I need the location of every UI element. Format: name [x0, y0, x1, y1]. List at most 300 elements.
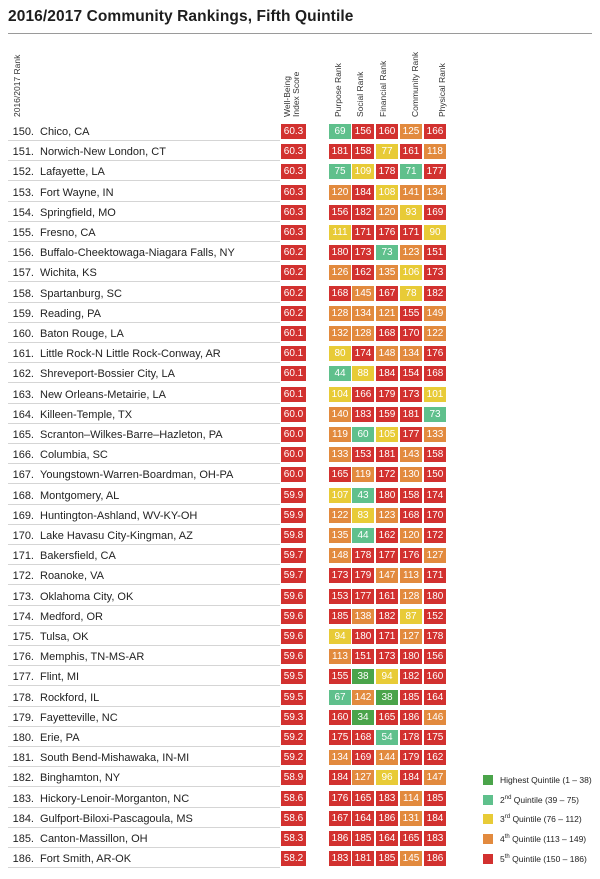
community-rank-cell: 168: [400, 508, 422, 523]
wellbeing-score-cell: 58.6: [281, 811, 306, 826]
community-rank-cell: 120: [400, 528, 422, 543]
social-rank-cell: 185: [352, 831, 374, 846]
wellbeing-score-cell: 59.9: [281, 488, 306, 503]
community-rank-cell: 106: [400, 265, 422, 280]
rank-label: 171.: [12, 550, 34, 563]
purpose-rank-cell: 104: [329, 387, 351, 402]
row-divider: [8, 403, 280, 404]
community-rank-cell: 185: [400, 690, 422, 705]
financial-rank-cell: 121: [376, 306, 398, 321]
legend-text: Quintile (113 – 149): [509, 834, 587, 845]
rank-label: 156.: [12, 247, 34, 260]
social-rank-cell: 166: [352, 387, 374, 402]
city-label: Shreveport-Bossier City, LA: [40, 368, 175, 381]
purpose-rank-cell: 67: [329, 690, 351, 705]
physical-rank-cell: 147: [424, 770, 446, 785]
financial-rank-cell: 171: [376, 629, 398, 644]
physical-rank-cell: 152: [424, 609, 446, 624]
purpose-rank-cell: 183: [329, 851, 351, 866]
purpose-rank-cell: 119: [329, 427, 351, 442]
purpose-rank-cell: 135: [329, 528, 351, 543]
financial-rank-cell: 144: [376, 750, 398, 765]
physical-rank-cell: 158: [424, 447, 446, 462]
financial-rank-cell: 54: [376, 730, 398, 745]
social-rank-cell: 174: [352, 346, 374, 361]
row-divider: [8, 302, 280, 303]
community-rank-cell: 179: [400, 750, 422, 765]
city-label: Bakersfield, CA: [40, 550, 116, 563]
social-rank-cell: 151: [352, 649, 374, 664]
header-purpose-rank: Purpose Rank: [333, 63, 343, 117]
financial-rank-cell: 168: [376, 326, 398, 341]
legend-label-q3: [500, 814, 582, 824]
wellbeing-score-cell: 59.7: [281, 568, 306, 583]
wellbeing-score-cell: 58.9: [281, 770, 306, 785]
legend-text: Quintile (76 – 112): [510, 814, 582, 825]
row-divider: [8, 322, 280, 323]
purpose-rank-cell: 186: [329, 831, 351, 846]
social-rank-cell: 128: [352, 326, 374, 341]
physical-rank-cell: 183: [424, 831, 446, 846]
financial-rank-cell: 184: [376, 366, 398, 381]
city-label: Tulsa, OK: [40, 631, 89, 643]
community-rank-cell: 131: [400, 811, 422, 826]
purpose-rank-cell: 140: [329, 407, 351, 422]
city-label: Wichita, KS: [40, 267, 97, 280]
purpose-rank-cell: 44: [329, 366, 351, 381]
physical-rank-cell: 122: [424, 326, 446, 341]
row-divider: [8, 584, 280, 585]
rank-label: 154.: [12, 206, 34, 219]
social-rank-cell: 142: [352, 690, 374, 705]
purpose-rank-cell: 111: [329, 225, 351, 240]
wellbeing-score-cell: 59.5: [281, 669, 306, 684]
purpose-rank-cell: 128: [329, 306, 351, 321]
city-label: Hickory-Lenoir-Morganton, NC: [40, 792, 190, 805]
physical-rank-cell: 169: [424, 205, 446, 220]
legend-ordinal-suffix: th: [504, 853, 510, 860]
city-label: Scranton–Wilkes-Barre–Hazleton, PA: [40, 429, 223, 441]
community-rank-cell: 127: [400, 629, 422, 644]
physical-rank-cell: 101: [424, 387, 446, 402]
rank-label: 181.: [12, 752, 34, 765]
purpose-rank-cell: 153: [329, 589, 351, 604]
legend-ordinal-suffix: rd: [504, 814, 511, 821]
financial-rank-cell: 179: [376, 387, 398, 402]
financial-rank-cell: 161: [376, 589, 398, 604]
rank-label: 184.: [12, 812, 34, 825]
financial-rank-cell: 94: [376, 669, 398, 684]
financial-rank-cell: 183: [376, 791, 398, 806]
rank-label: 183.: [12, 792, 34, 805]
physical-rank-cell: 162: [424, 750, 446, 765]
city-label: Binghamton, NY: [40, 772, 121, 785]
row-divider: [8, 463, 280, 464]
row-divider: [8, 746, 280, 747]
financial-rank-cell: 185: [376, 851, 398, 866]
city-label: Springfield, MO: [40, 206, 116, 219]
social-rank-cell: 177: [352, 589, 374, 604]
community-rank-cell: 165: [400, 831, 422, 846]
wellbeing-score-cell: 58.6: [281, 791, 306, 806]
social-rank-cell: 180: [352, 629, 374, 644]
purpose-rank-cell: 176: [329, 791, 351, 806]
wellbeing-score-cell: 60.1: [281, 387, 306, 402]
row-divider: [8, 221, 280, 222]
row-divider: [8, 766, 280, 767]
row-divider: [8, 362, 280, 363]
legend-ordinal-suffix: th: [504, 834, 510, 841]
rank-label: 151.: [12, 146, 34, 159]
financial-rank-cell: 147: [376, 568, 398, 583]
row-divider: [8, 241, 280, 242]
purpose-rank-cell: 75: [329, 164, 351, 179]
purpose-rank-cell: 126: [329, 265, 351, 280]
header-social-rank: Social Rank: [355, 71, 365, 117]
social-rank-cell: 168: [352, 730, 374, 745]
city-label: Norwich-New London, CT: [40, 146, 166, 159]
city-label: Huntington-Ashland, WV-KY-OH: [40, 509, 198, 522]
legend-ordinal: 2: [500, 794, 505, 805]
wellbeing-score-cell: 60.2: [281, 286, 306, 301]
social-rank-cell: 173: [352, 245, 374, 260]
purpose-rank-cell: 185: [329, 609, 351, 624]
city-label: South Bend-Mishawaka, IN-MI: [40, 752, 190, 765]
rank-label: 160.: [12, 328, 34, 340]
community-rank-cell: 184: [400, 770, 422, 785]
physical-rank-cell: 176: [424, 346, 446, 361]
header-physical-rank: Physical Rank: [437, 63, 447, 117]
physical-rank-cell: 134: [424, 185, 446, 200]
financial-rank-cell: 73: [376, 245, 398, 260]
wellbeing-score-cell: 59.3: [281, 710, 306, 725]
physical-rank-cell: 149: [424, 306, 446, 321]
physical-rank-cell: 174: [424, 488, 446, 503]
community-rank-cell: 182: [400, 669, 422, 684]
city-label: Fayetteville, NC: [40, 711, 118, 724]
wellbeing-score-cell: 60.1: [281, 346, 306, 361]
rank-label: 163.: [12, 388, 34, 401]
wellbeing-score-cell: 60.3: [281, 124, 306, 139]
physical-rank-cell: 175: [424, 730, 446, 745]
rank-label: 155.: [12, 227, 34, 239]
city-label: Lafayette, LA: [40, 166, 105, 179]
city-label: Rockford, IL: [40, 691, 100, 704]
social-rank-cell: 127: [352, 770, 374, 785]
legend-ordinal-suffix: nd: [504, 794, 512, 801]
rank-label: 169.: [12, 509, 34, 522]
legend-text: Highest Quintile (1 – 38): [500, 775, 592, 785]
financial-rank-cell: 123: [376, 508, 398, 523]
row-divider: [8, 342, 280, 343]
social-rank-cell: 119: [352, 467, 374, 482]
purpose-rank-cell: 132: [329, 326, 351, 341]
city-label: Baton Rouge, LA: [40, 328, 124, 340]
wellbeing-score-cell: 59.6: [281, 629, 306, 644]
wellbeing-score-cell: 59.2: [281, 730, 306, 745]
social-rank-cell: 88: [352, 366, 374, 381]
social-rank-cell: 145: [352, 286, 374, 301]
rank-label: 174.: [12, 610, 34, 623]
financial-rank-cell: 96: [376, 770, 398, 785]
legend-label-q5: [500, 854, 587, 864]
financial-rank-cell: 162: [376, 528, 398, 543]
wellbeing-score-cell: 60.2: [281, 265, 306, 280]
community-rank-cell: 78: [400, 286, 422, 301]
purpose-rank-cell: 107: [329, 488, 351, 503]
community-rank-cell: 158: [400, 488, 422, 503]
financial-rank-cell: 180: [376, 488, 398, 503]
wellbeing-score-cell: 60.1: [281, 326, 306, 341]
wellbeing-score-cell: 58.3: [281, 831, 306, 846]
city-label: Killeen-Temple, TX: [40, 408, 133, 421]
financial-rank-cell: 181: [376, 447, 398, 462]
physical-rank-cell: 127: [424, 548, 446, 563]
community-rank-cell: 181: [400, 407, 422, 422]
purpose-rank-cell: 134: [329, 750, 351, 765]
legend-ordinal: 5: [500, 853, 505, 864]
row-divider: [8, 685, 280, 686]
community-rank-cell: 125: [400, 124, 422, 139]
physical-rank-cell: 184: [424, 811, 446, 826]
social-rank-cell: 158: [352, 144, 374, 159]
purpose-rank-cell: 148: [329, 548, 351, 563]
header-rank: 2016/2017 Rank: [12, 54, 22, 117]
physical-rank-cell: 173: [424, 265, 446, 280]
community-rank-cell: 161: [400, 144, 422, 159]
rank-label: 185.: [12, 833, 34, 845]
social-rank-cell: 153: [352, 447, 374, 462]
row-divider: [8, 847, 280, 848]
community-rank-cell: 186: [400, 710, 422, 725]
row-divider: [8, 140, 280, 141]
wellbeing-score-cell: 60.3: [281, 225, 306, 240]
rank-label: 158.: [12, 287, 34, 300]
social-rank-cell: 182: [352, 205, 374, 220]
rank-label: 179.: [12, 711, 34, 724]
wellbeing-score-cell: 60.2: [281, 245, 306, 260]
purpose-rank-cell: 175: [329, 730, 351, 745]
city-label: Little Rock-N Little Rock-Conway, AR: [40, 348, 221, 361]
physical-rank-cell: 185: [424, 791, 446, 806]
city-label: Youngstown-Warren-Boardman, OH-PA: [40, 469, 234, 482]
rank-label: 178.: [12, 691, 34, 704]
financial-rank-cell: 108: [376, 185, 398, 200]
physical-rank-cell: 171: [424, 568, 446, 583]
city-label: Fort Smith, AR-OK: [40, 853, 132, 866]
social-rank-cell: 44: [352, 528, 374, 543]
city-label: Erie, PA: [40, 732, 80, 744]
purpose-rank-cell: 113: [329, 649, 351, 664]
city-label: Reading, PA: [40, 307, 101, 320]
city-label: Chico, CA: [40, 126, 90, 138]
community-rank-cell: 123: [400, 245, 422, 260]
community-rank-cell: 173: [400, 387, 422, 402]
header-community-rank: Community Rank: [410, 51, 420, 117]
physical-rank-cell: 177: [424, 164, 446, 179]
rank-label: 176.: [12, 651, 34, 664]
financial-rank-cell: 165: [376, 710, 398, 725]
wellbeing-score-cell: 59.6: [281, 649, 306, 664]
social-rank-cell: 43: [352, 488, 374, 503]
legend-text: Quintile (150 – 186): [509, 853, 587, 864]
physical-rank-cell: 186: [424, 851, 446, 866]
header-financial-rank: Financial Rank: [378, 60, 388, 117]
purpose-rank-cell: 167: [329, 811, 351, 826]
row-divider: [8, 483, 280, 484]
social-rank-cell: 38: [352, 669, 374, 684]
community-rank-cell: 93: [400, 205, 422, 220]
row-divider: [8, 564, 280, 565]
row-divider: [8, 807, 280, 808]
city-label: Lake Havasu City-Kingman, AZ: [40, 530, 193, 542]
rank-label: 159.: [12, 307, 34, 320]
city-label: Flint, MI: [40, 671, 80, 684]
financial-rank-cell: 159: [376, 407, 398, 422]
purpose-rank-cell: 120: [329, 185, 351, 200]
row-divider: [8, 261, 280, 262]
social-rank-cell: 138: [352, 609, 374, 624]
row-divider: [8, 645, 280, 646]
city-label: Spartanburg, SC: [40, 287, 122, 300]
financial-rank-cell: 186: [376, 811, 398, 826]
community-rank-cell: 141: [400, 185, 422, 200]
rank-label: 182.: [12, 772, 34, 785]
legend-ordinal: 3: [500, 814, 505, 825]
header-wellbeing-score: Well-Being Index Score: [282, 71, 301, 117]
city-label: Fort Wayne, IN: [40, 186, 114, 199]
row-divider: [8, 786, 280, 787]
row-divider: [8, 201, 280, 202]
physical-rank-cell: 160: [424, 669, 446, 684]
rank-label: 186.: [12, 853, 34, 866]
social-rank-cell: 169: [352, 750, 374, 765]
wellbeing-score-cell: 59.2: [281, 750, 306, 765]
city-label: Roanoke, VA: [40, 570, 105, 583]
financial-rank-cell: 172: [376, 467, 398, 482]
rank-label: 165.: [12, 429, 34, 441]
social-rank-cell: 134: [352, 306, 374, 321]
wellbeing-score-cell: 59.6: [281, 589, 306, 604]
social-rank-cell: 34: [352, 710, 374, 725]
purpose-rank-cell: 156: [329, 205, 351, 220]
wellbeing-score-cell: 60.0: [281, 447, 306, 462]
community-rank-cell: 134: [400, 346, 422, 361]
page-title: 2016/2017 Community Rankings, Fifth Quintile: [8, 8, 354, 25]
community-rank-cell: 130: [400, 467, 422, 482]
social-rank-cell: 162: [352, 265, 374, 280]
row-divider: [8, 504, 280, 505]
rank-label: 164.: [12, 408, 34, 421]
legend-swatch-q1: [483, 775, 493, 785]
row-divider: [8, 423, 280, 424]
purpose-rank-cell: 184: [329, 770, 351, 785]
social-rank-cell: 181: [352, 851, 374, 866]
city-label: Oklahoma City, OK: [40, 590, 134, 603]
purpose-rank-cell: 168: [329, 286, 351, 301]
rank-label: 153.: [12, 186, 34, 199]
physical-rank-cell: 150: [424, 467, 446, 482]
row-divider: [8, 544, 280, 545]
rank-label: 150.: [12, 126, 34, 138]
financial-rank-cell: 164: [376, 831, 398, 846]
social-rank-cell: 183: [352, 407, 374, 422]
physical-rank-cell: 178: [424, 629, 446, 644]
community-rank-cell: 113: [400, 568, 422, 583]
physical-rank-cell: 151: [424, 245, 446, 260]
community-rank-cell: 145: [400, 851, 422, 866]
community-rank-cell: 171: [400, 225, 422, 240]
financial-rank-cell: 148: [376, 346, 398, 361]
rank-label: 173.: [12, 590, 34, 603]
purpose-rank-cell: 181: [329, 144, 351, 159]
social-rank-cell: 171: [352, 225, 374, 240]
row-divider: [8, 524, 280, 525]
community-rank-cell: 143: [400, 447, 422, 462]
purpose-rank-cell: 69: [329, 124, 351, 139]
social-rank-cell: 83: [352, 508, 374, 523]
wellbeing-score-cell: 59.7: [281, 548, 306, 563]
social-rank-cell: 179: [352, 568, 374, 583]
rank-label: 167.: [12, 469, 34, 482]
financial-rank-cell: 105: [376, 427, 398, 442]
financial-rank-cell: 176: [376, 225, 398, 240]
financial-rank-cell: 135: [376, 265, 398, 280]
legend-swatch-q2: [483, 795, 493, 805]
rank-label: 172.: [12, 570, 34, 583]
purpose-rank-cell: 80: [329, 346, 351, 361]
city-label: Gulfport-Biloxi-Pascagoula, MS: [40, 812, 193, 825]
purpose-rank-cell: 180: [329, 245, 351, 260]
financial-rank-cell: 182: [376, 609, 398, 624]
row-divider: [8, 827, 280, 828]
physical-rank-cell: 146: [424, 710, 446, 725]
row-divider: [8, 625, 280, 626]
financial-rank-cell: 160: [376, 124, 398, 139]
row-divider: [8, 605, 280, 606]
row-divider: [8, 726, 280, 727]
rank-label: 170.: [12, 530, 34, 542]
financial-rank-cell: 178: [376, 164, 398, 179]
row-divider: [8, 706, 280, 707]
physical-rank-cell: 133: [424, 427, 446, 442]
physical-rank-cell: 166: [424, 124, 446, 139]
community-rank-cell: 177: [400, 427, 422, 442]
purpose-rank-cell: 122: [329, 508, 351, 523]
physical-rank-cell: 156: [424, 649, 446, 664]
row-divider: [8, 160, 280, 161]
city-label: Fresno, CA: [40, 227, 96, 239]
social-rank-cell: 184: [352, 185, 374, 200]
physical-rank-cell: 73: [424, 407, 446, 422]
purpose-rank-cell: 94: [329, 629, 351, 644]
rank-label: 152.: [12, 166, 34, 179]
community-rank-cell: 154: [400, 366, 422, 381]
community-rank-cell: 178: [400, 730, 422, 745]
wellbeing-score-cell: 60.1: [281, 366, 306, 381]
city-label: Canton-Massillon, OH: [40, 833, 148, 845]
wellbeing-score-cell: 60.2: [281, 306, 306, 321]
community-rank-cell: 114: [400, 791, 422, 806]
wellbeing-score-cell: 60.3: [281, 144, 306, 159]
city-label: New Orleans-Metairie, LA: [40, 388, 166, 401]
physical-rank-cell: 168: [424, 366, 446, 381]
row-divider: [8, 867, 280, 868]
social-rank-cell: 178: [352, 548, 374, 563]
purpose-rank-cell: 133: [329, 447, 351, 462]
social-rank-cell: 109: [352, 164, 374, 179]
row-divider: [8, 382, 280, 383]
